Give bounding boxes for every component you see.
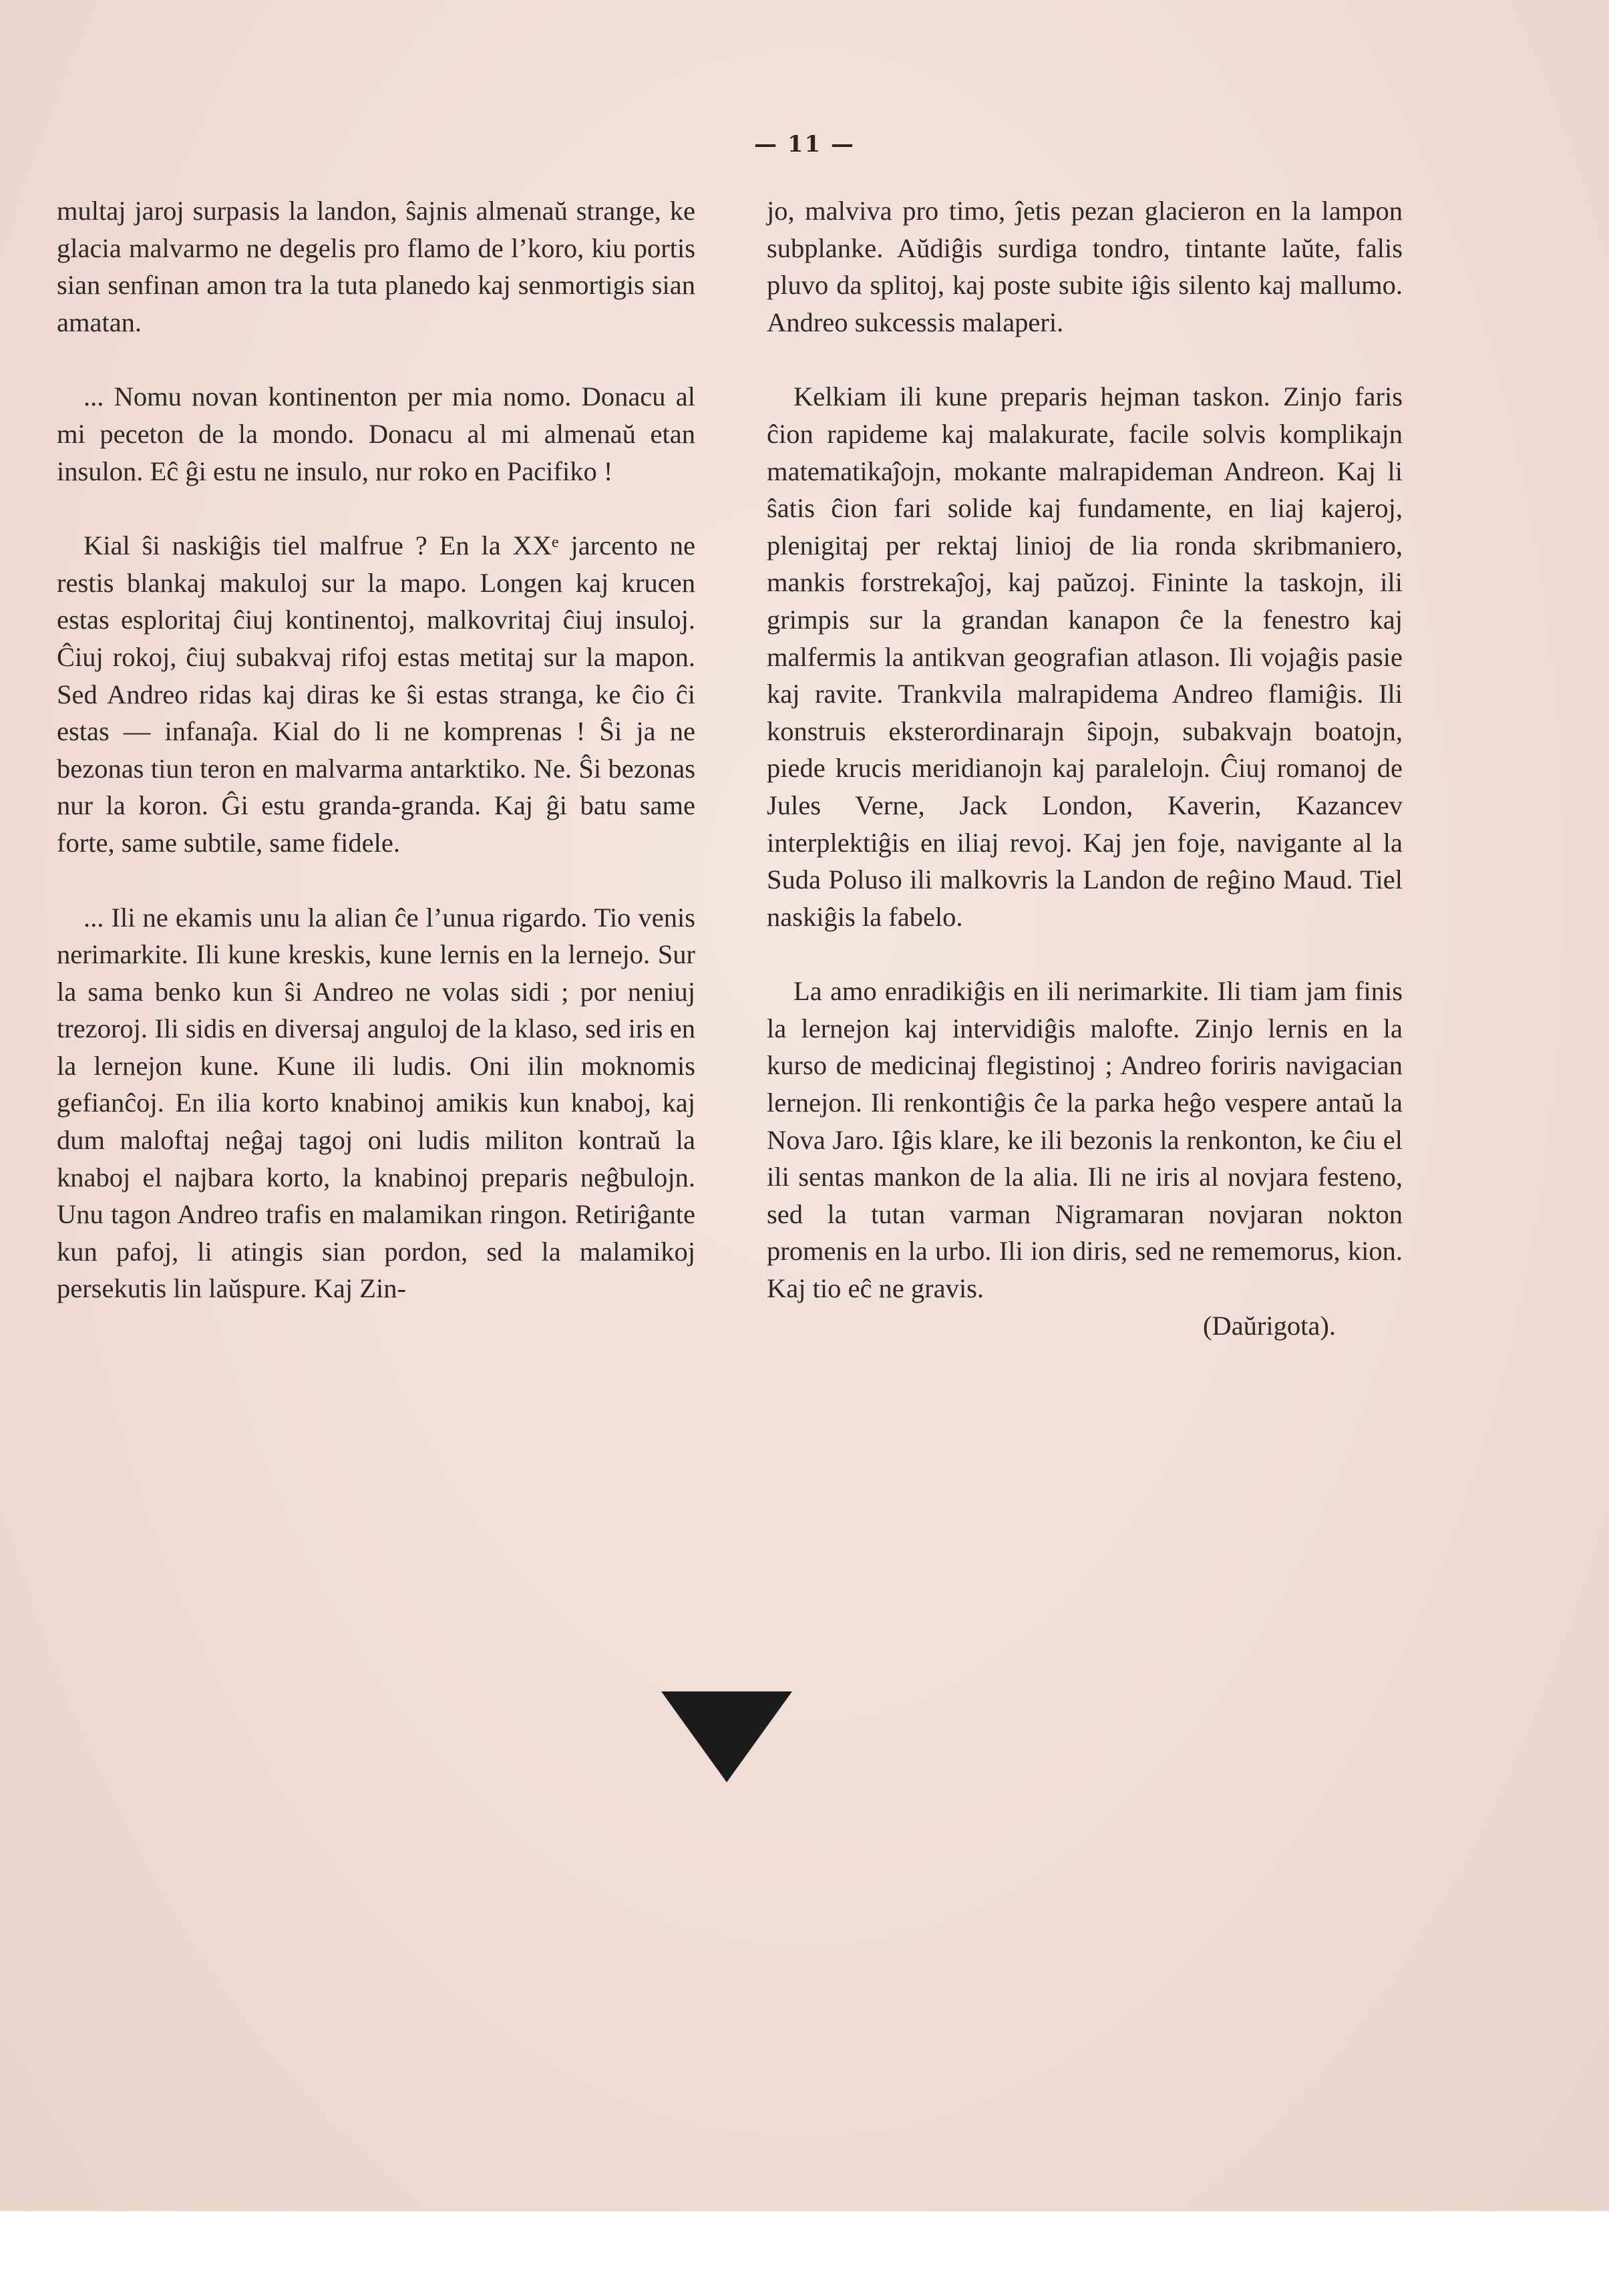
down-triangle-icon xyxy=(661,1691,792,1782)
page-number: — 11 — xyxy=(754,131,855,158)
left-paragraph-1: multaj jaroj surpasis la landon, ŝajnis almenaŭ strange, ke glacia malvarmo ne degelis pro flamo de l’koro, kiu portis sian senfinan amon tra la tuta planedo kaj senmortigis sian amatan. xyxy=(57,196,695,337)
continuation-note: (Daŭrigota). xyxy=(1202,1310,1336,1341)
right-paragraph-3: La amo enradikiĝis en ili nerimarkite. Ili tiam jam finis la lernejon kaj intervidiĝis malofte. Zinjo lernis en la kurso de medicinaj flegistinoj ; Andreo foriris navigacian lernejon. Ili renkontiĝis ĉe la parka heĝo vespere antaŭ la Nova Jaro. Iĝis klare, ke ili bezonis la renkonton, ke ĉiu el ili sentas mankon de la alia. Ili ne iris al novjara festeno, sed la tutan varman Nigramaran novjaran nokton promenis en la urbo. Ili ion diris, sed ne rememorus, kion. Kaj tio eĉ ne gravis. xyxy=(767,976,1403,1304)
right-paragraph-1: jo, malviva pro timo, ĵetis pezan glacieron en la lampon subplanke. Aŭdiĝis surdiga tondro, tintante laŭte, falis pluvo da splitoj, kaj poste subite iĝis silento kaj mallumo. Andreo sukcessis malaperi. xyxy=(767,196,1403,337)
left-column xyxy=(57,192,695,1345)
left-paragraph-2: ... Nomu novan kontinenton per mia nomo. Donacu al mi peceton de la mondo. Donacu al mi almenaŭ etan insulon. Eĉ ĝi estu ne insulo, nur roko en Pacifiko ! xyxy=(57,381,695,486)
left-paragraph-3: Kial ŝi naskiĝis tiel malfrue ? En la XXᵉ jarcento ne restis blankaj makuloj sur la mapo. Longen kaj krucen estas esploritaj ĉiuj kontinentoj, malkovritaj ĉiuj insuloj. Ĉiuj rokoj, ĉiuj subakvaj rifoj estas metitaj sur la mapon. Sed Andreo ridas kaj diras ke ŝi estas stranga, ke ĉio ĉi estas — infanaĵa. Kial do li ne komprenas ! Ŝi ja ne bezonas tiun teron en malvarma antarktiko. Ne. Ŝi bezonas nur la koron. Ĝi estu granda-granda. Kaj ĝi batu same forte, same subtile, same fidele. xyxy=(57,530,695,858)
right-paragraph-2: Kelkiam ili kune preparis hejman taskon. Zinjo faris ĉion rapideme kaj malakurate, facile solvis komplikajn matematikaĵojn, mokante malrapideman Andreon. Kaj li ŝatis ĉion fari solide kaj fundamente, en liaj kajeroj, plenigitaj per rektaj linioj de lia ronda skribmaniero, mankis forstrekaĵoj, kaj paŭzoj. Fininte la taskojn, ili grimpis sur la grandan kanapon ĉe la fenestro kaj malfermis la antikvan geografian atlason. Ili vojaĝis pasie kaj ravite. Trankvila malrapidema Andreo flamiĝis. Ili konstruis eksterordinarajn ŝipojn, subakvajn boatojn, piede krucis meridianojn kaj paralelojn. Ĉiuj romanoj de Jules Verne, Jack London, Kaverin, Kazancev interplektiĝis en iliaj revoj. Kaj jen foje, navigante al la Suda Poluso ili malkovris la Landon de reĝino Maud. Tiel naskiĝis la fabelo. xyxy=(767,381,1403,932)
right-column xyxy=(767,192,1403,1381)
left-paragraph-4: ... Ili ne ekamis unu la alian ĉe l’unua rigardo. Tio venis nerimarkite. Ili kune kreskis, kune lernis en la lernejo. Sur la sama benko kun ŝi Andreo ne volas sidi ; por neniuj trezoroj. Ili sidis en diversaj anguloj de la klaso, sed iris en la lernejon kune. Kune ili ludis. Oni ilin moknomis gefianĉoj. En ilia korto knabinoj amikis kun knaboj, kaj dum maloftaj neĝaj tagoj oni ludis militon kontraŭ la knaboj el najbara korto, la knabinoj preparis neĝbulojn. Unu tagon Andreo trafis en malamikan ringon. Retiriĝante kun pafoj, li atingis sian pordon, sed la malamikoj persekutis lin laŭspure. Kaj Zin- xyxy=(57,902,695,1304)
